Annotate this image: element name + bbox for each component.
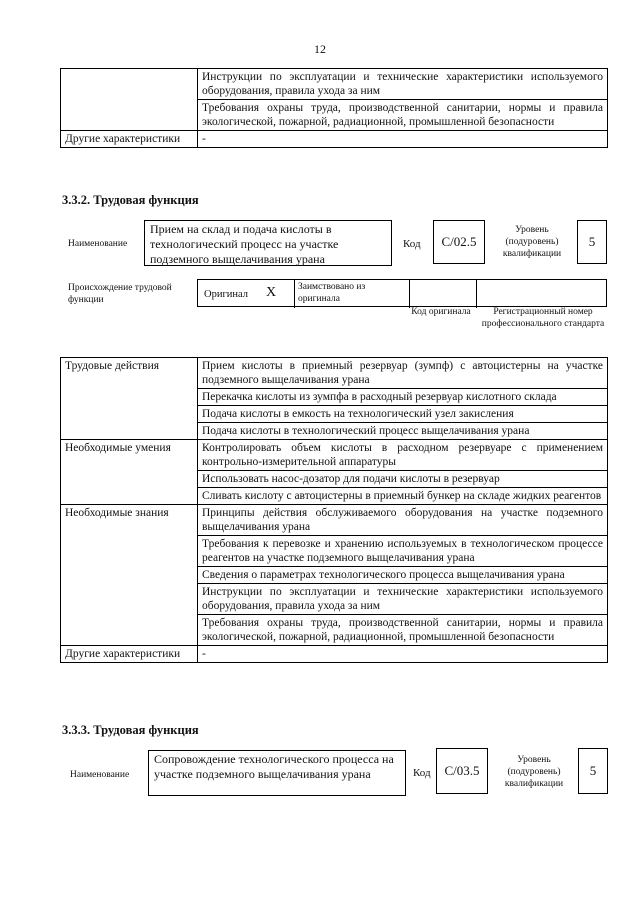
table-row <box>61 440 608 471</box>
code-label-332: Код <box>403 238 421 250</box>
list-item: Требования охраны труда, производственной санитарии, нормы и правила экологической, пожарной, радиационной, промышленной безопасности <box>198 100 608 131</box>
original-label: Оригинал <box>204 289 248 300</box>
row-label <box>61 69 198 131</box>
top-table <box>60 68 608 148</box>
list-item: Принципы действия обслуживаемого оборудования на участке подземного выщелачивания урана <box>198 505 608 536</box>
code-value-333: C/03.5 <box>436 748 488 794</box>
divider <box>476 280 477 308</box>
page-number: 12 <box>314 42 326 56</box>
list-item: Инструкции по эксплуатации и технические характеристики используемого оборудования, правила ухода за ним <box>198 584 608 615</box>
row-label: Необходимые знания <box>61 505 198 646</box>
table-row <box>61 358 608 389</box>
list-item: Контролировать объем кислоты в расходном резервуаре с применением контрольно-измерительной аппаратуры <box>198 440 608 471</box>
list-item: Использовать насос-дозатор для подачи кислоты в резервуар <box>198 471 608 488</box>
list-item: Требования к перевозке и хранению используемых в технологическом процессе реагентов на участке подземного выщелачивания урана <box>198 536 608 567</box>
level-label-333: Уровень (подуровень) квалификации <box>504 755 564 789</box>
table-row <box>61 646 608 663</box>
list-item: Инструкции по эксплуатации и технические характеристики используемого оборудования, правила ухода за ним <box>198 69 608 100</box>
list-item: Перекачка кислоты из зумпфа в расходный резервуар кислотного склада <box>198 389 608 406</box>
table-row <box>61 69 608 100</box>
name-value-333: Сопровождение технологического процесса на участке подземного выщелачивания урана <box>148 750 406 796</box>
reg-caption: Регистрационный номер профессионального стандарта <box>481 307 605 329</box>
list-item: Требования охраны труда, производственной санитарии, нормы и правила экологической, пожарной, радиационной, промышленной безопасности <box>198 615 608 646</box>
list-item: Подача кислоты в емкость на технологический узел закисления <box>198 406 608 423</box>
row-label: Необходимые умения <box>61 440 198 505</box>
origin-label-332: Происхождение трудовой функции <box>68 283 172 305</box>
level-value-333: 5 <box>578 748 608 794</box>
original-mark: X <box>266 285 277 300</box>
list-item: Прием кислоты в приемный резервуар (зумпф) с автоцистерны на участке подземного выщелачивания урана <box>198 358 608 389</box>
name-label-332: Наименование <box>68 239 128 249</box>
name-label-333: Наименование <box>70 770 130 780</box>
code-value-332: C/02.5 <box>433 220 485 264</box>
borrowed-label: Заимствовано из оригинала <box>298 282 366 304</box>
list-item: Сведения о параметрах технологического процесса выщелачивания урана <box>198 567 608 584</box>
section-title-333: 3.3.3. Трудовая функция <box>62 723 199 737</box>
row-label: Трудовые действия <box>61 358 198 440</box>
code-label-333: Код <box>413 767 431 779</box>
level-label-332: Уровень (подуровень) квалификации <box>502 225 562 259</box>
list-item: Сливать кислоту с автоцистерны в приемный бункер на складе жидких реагентов <box>198 488 608 505</box>
list-item: Подача кислоты в технологический процесс выщелачивания урана <box>198 423 608 440</box>
main-table <box>60 357 608 663</box>
divider <box>294 280 295 308</box>
table-row <box>61 505 608 536</box>
row-label: Другие характеристики <box>61 646 198 663</box>
origin-row <box>197 279 607 307</box>
list-item: - <box>198 646 608 663</box>
list-item: - <box>198 131 608 148</box>
divider <box>409 280 410 308</box>
table-row <box>61 131 608 148</box>
code-orig-caption: Код оригинала <box>411 307 471 317</box>
level-value-332: 5 <box>577 220 607 264</box>
name-value-332: Прием на склад и подача кислоты в технологический процесс на участке подземного выщелачивания урана <box>144 220 392 266</box>
row-label: Другие характеристики <box>61 131 198 148</box>
section-title-332: 3.3.2. Трудовая функция <box>62 193 199 207</box>
